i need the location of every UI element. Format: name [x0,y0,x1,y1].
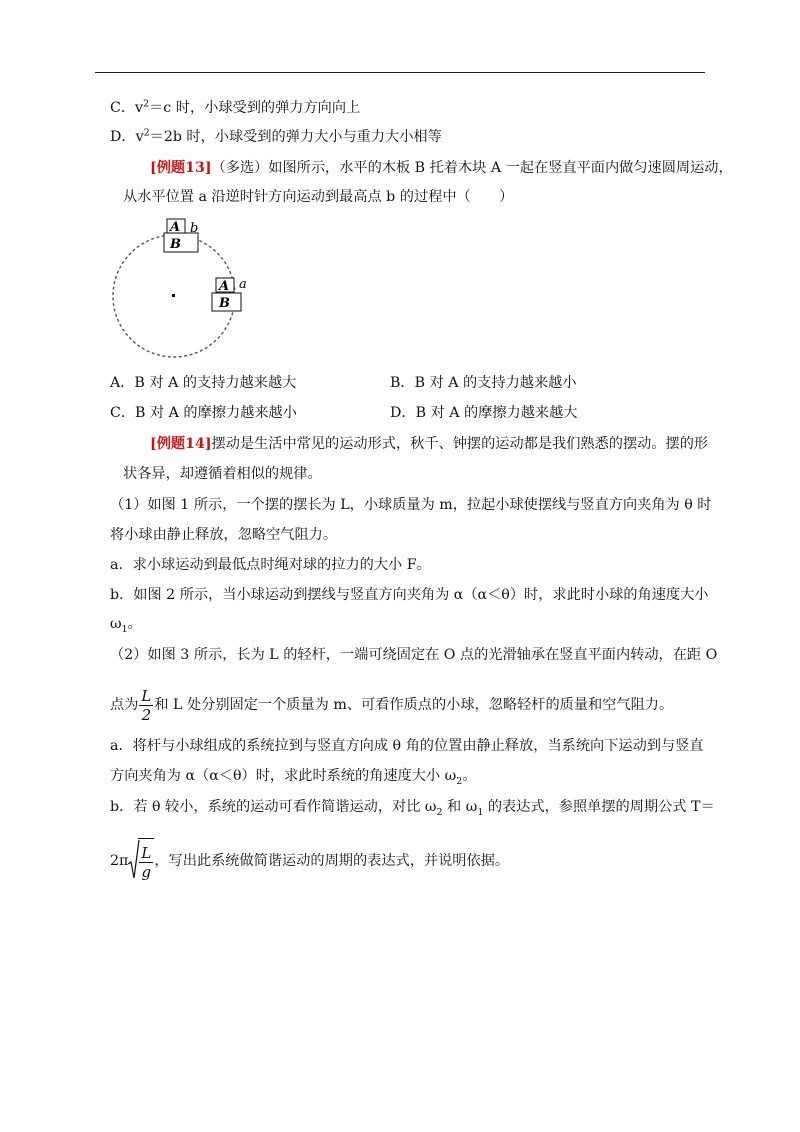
q13-circle-diagram [112,214,252,368]
q13-option-c: C．B 对 A 的摩擦力越来越小 [110,405,297,421]
q13-tag: [例题13] [150,160,212,176]
q14-intro-line2: 状各异，却遵循着相似的规律。 [123,466,322,482]
q13-stem-line2: 从水平位置 a 沿逆时针方向运动到最高点 b 的过程中（ ） [123,189,514,205]
header-rule [95,72,705,73]
q12-option-d: D．$v^2=2b$ 时，小球受到的弹力大小与重力大小相等 [110,127,442,145]
q13-option-a: A．B 对 A 的支持力越来越大 [110,375,297,391]
q14-part1-b-line1: b．如图 2 所示，当小球运动到摆线与竖直方向夹角为 α（α＜θ）时，求此时小球的角速度大小 [110,587,709,603]
block-a-right-label: A [219,279,230,294]
fraction-l-over-2: $\frac{L}{2}$ [141,686,152,724]
q13-stem-line1: [例题13]（多选）如图所示，水平的木板 B 托着木块 A 一起在竖直平面内做匀速圆周运动， [150,160,733,176]
q14-tag: [例题14] [150,436,212,452]
circular-motion-figure [112,214,252,364]
q14-intro-line1: [例题14]摆动是生活中常见的运动形式，秋千、钟摆的运动都是我们熟悉的摆动。摆的形 [150,436,709,452]
block-a-top-label: A [170,220,181,235]
block-b-top-label: B [170,237,181,252]
q14-part2-b-line2: 2π $\frac{L}{g}$ ，写出此系统做简谐运动的周期的表达式，并说明依据。 [110,838,509,884]
q13-option-b: B．B 对 A 的支持力越来越小 [390,375,577,391]
q14-part1-b-line2: $\omega_1$。 [110,616,142,635]
q14-part2-line1: （2）如图 3 所示，长为 L 的轻杆，一端可绕固定在 O 点的光滑轴承在竖直平面内转动，在距 O [110,647,718,663]
q14-part1-a: a．求小球运动到最低点时绳对球的拉力的大小 F。 [110,557,431,573]
block-b-right-label: B [219,296,230,311]
q12-option-c: C．$v^2=c$ 时，小球受到的弹力方向向上 [110,98,361,116]
point-b-label: b [190,221,199,236]
radical-sign [128,838,140,882]
sqrt-l-over-g [128,838,154,884]
fraction-l-over-g: $\frac{L}{g}$ [141,843,152,881]
circle-center-dot [172,294,175,297]
q13-option-d: D．B 对 A 的摩擦力越来越大 [390,405,578,421]
q14-part2-a-line1: a．将杆与小球组成的系统拉到与竖直方向成 θ 角的位置由静止释放，当系统向下运动到与竖直 [110,738,704,754]
q14-part2-line2: 点为 $\frac{L}{2}$ 和 L 处分别固定一个质量为 m、可看作质点的小球，忽略轻杆的质量和空气阻力。 [110,686,674,724]
q14-part1-line1: （1）如图 1 所示，一个摆的摆长为 L，小球质量为 m，拉起小球使摆线与竖直方向夹角为 θ 时 [110,497,712,513]
q14-part1-line2: 将小球由静止释放，忽略空气阻力。 [110,527,338,543]
point-a-label: a [239,277,247,292]
q14-part2-b-line1: b．若 θ 较小，系统的运动可看作简谐运动，对比 $\omega_2$ 和 $\omega_1$ 的表达式，参照单摆的周期公式 T＝ [110,799,715,818]
q14-part2-a-line2: 方向夹角为 α（α＜θ）时，求此时系统的角速度大小 $\omega_2$。 [110,768,477,787]
